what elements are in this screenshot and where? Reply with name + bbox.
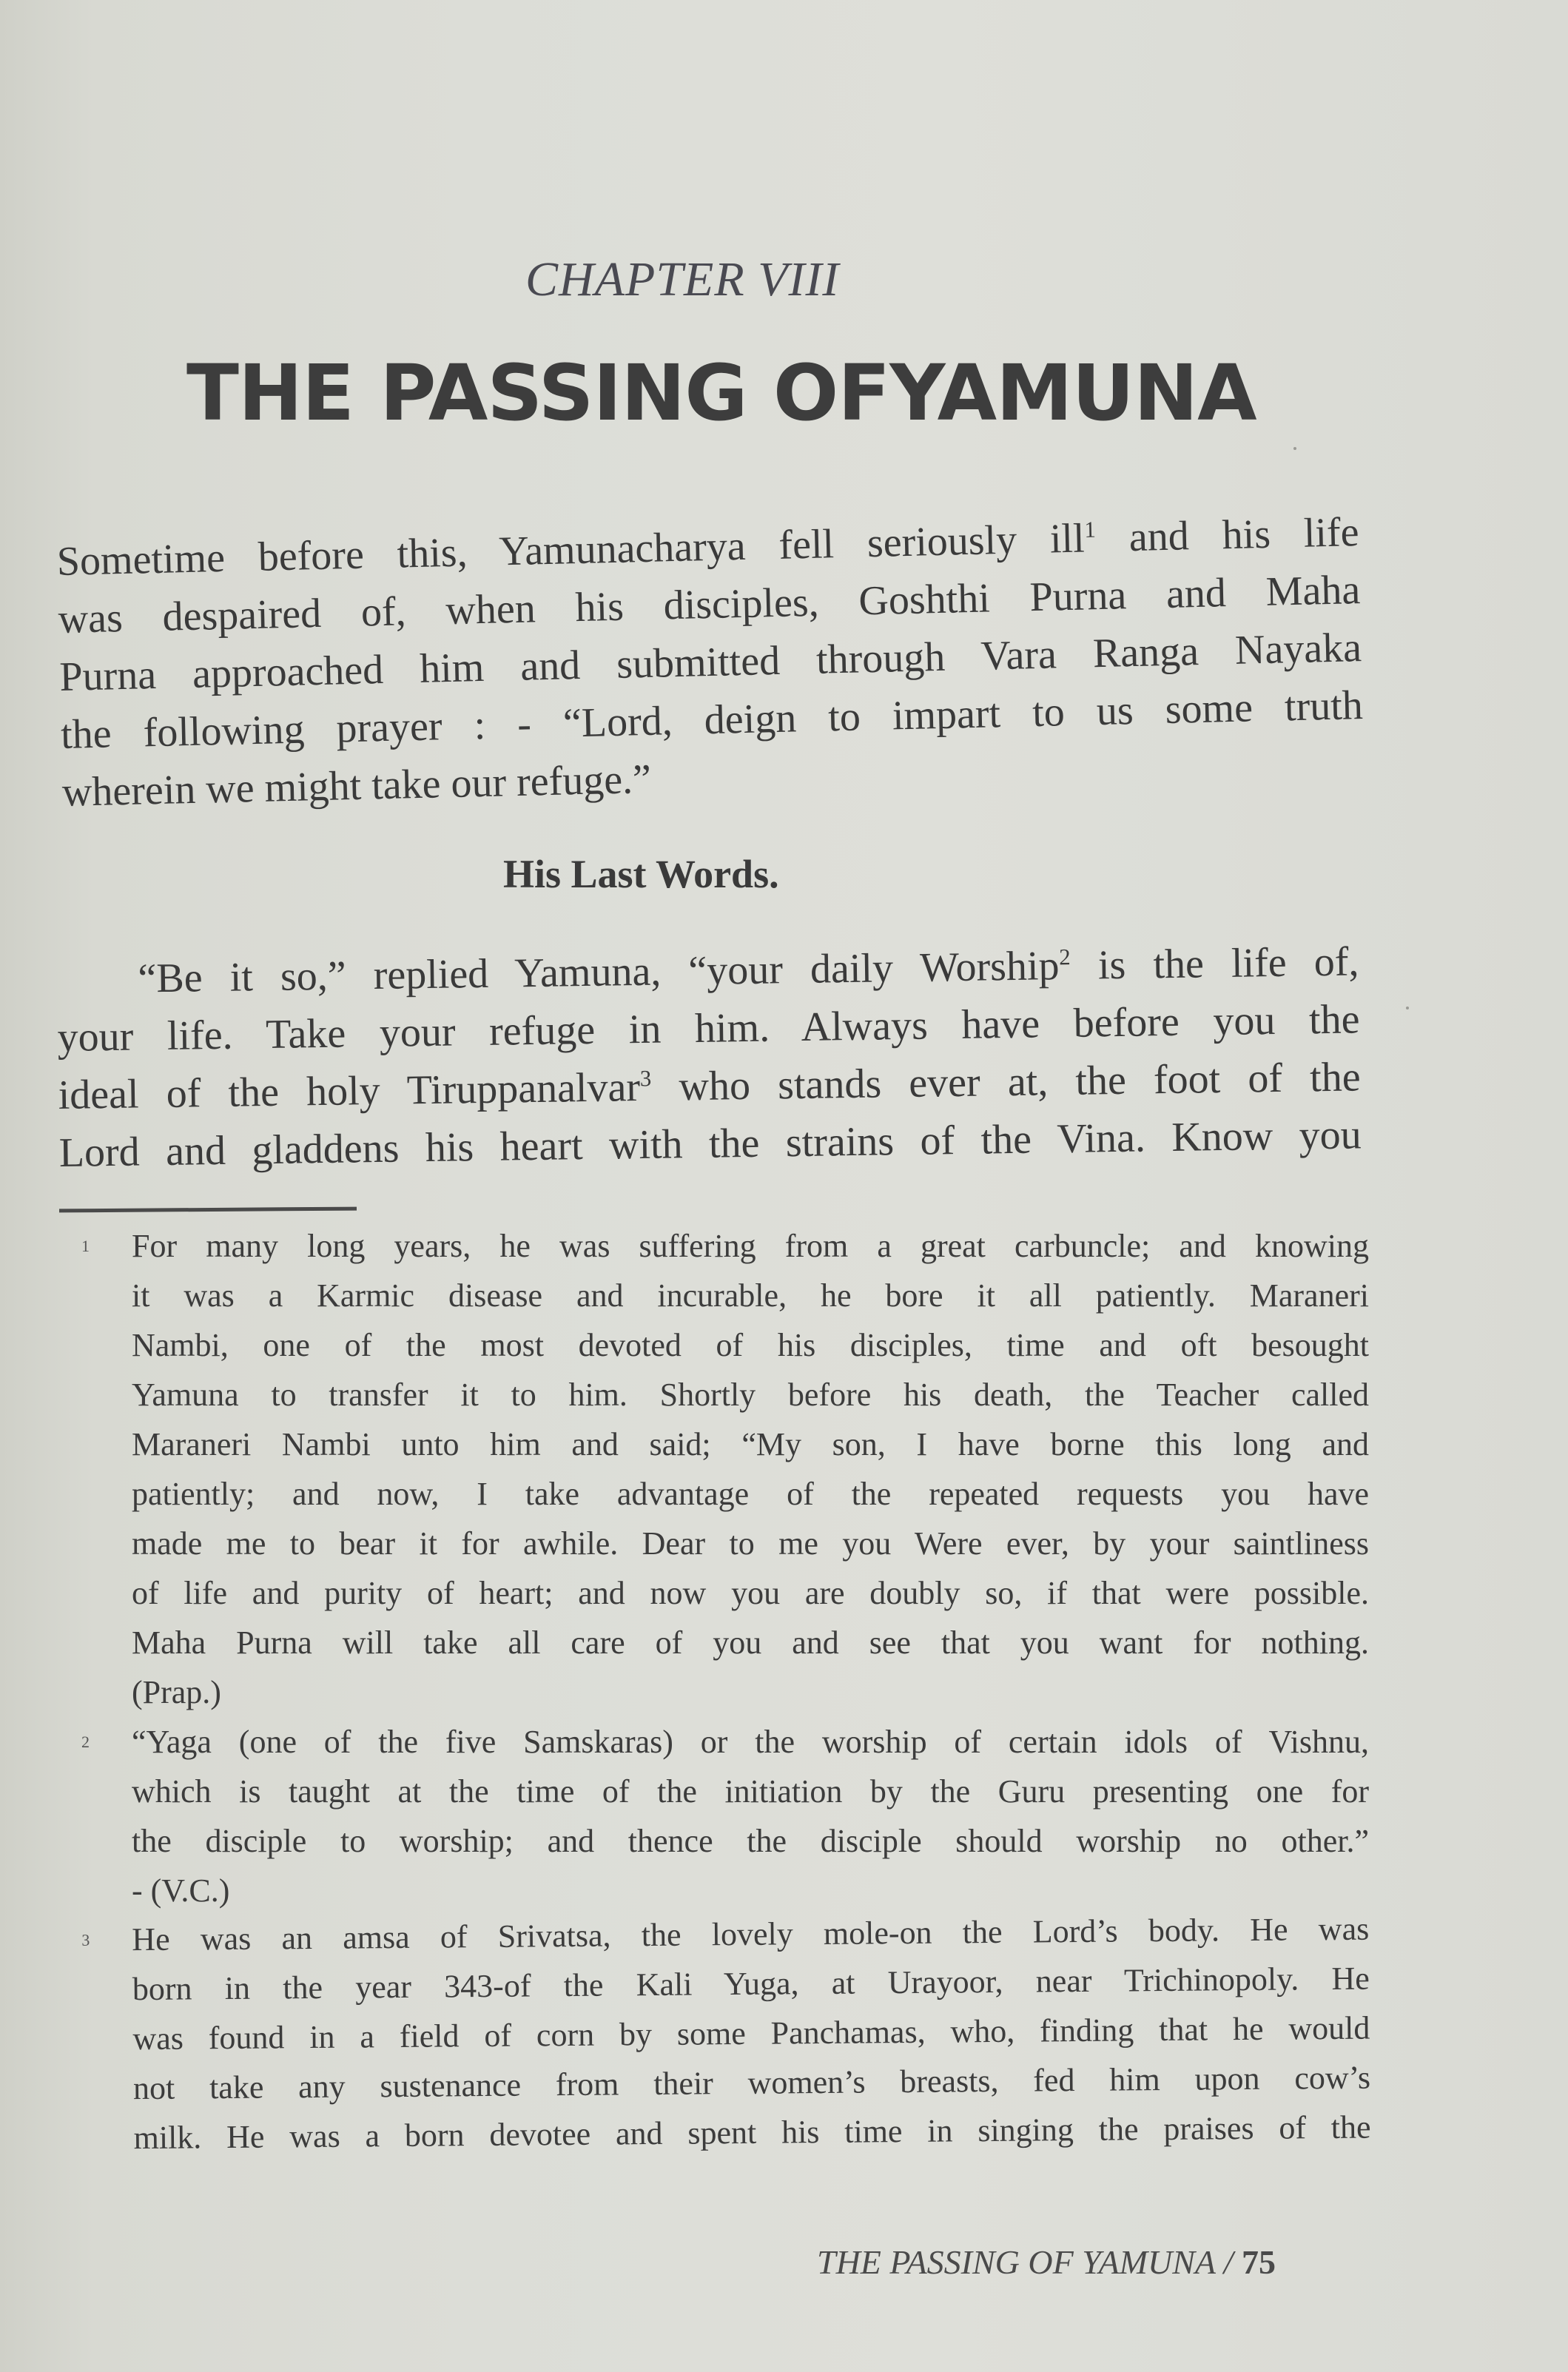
paragraph-last-words (56, 933, 1362, 1182)
page-number: 75 (1241, 2243, 1276, 2281)
paragraph-intro (56, 503, 1365, 822)
footnote-1 (59, 1221, 1369, 1717)
running-title: THE PASSING OF YAMUNA / (817, 2243, 1242, 2281)
footnote-number: 3 (81, 1930, 90, 1949)
footnotes (59, 1221, 1369, 2163)
footnote-line: was found in a field of corn by some Panchamas, who, finding that he would (132, 2009, 1370, 2057)
footnote-number: 2 (81, 1733, 90, 1751)
footnote-line: which is taught at the time of the initiation by the Guru presenting one for (132, 1773, 1369, 1810)
paragraph-line: Purna approached him and submitted through Vara Ranga Nayaka (58, 625, 1362, 700)
footnote-line: made me to bear it for awhile. Dear to me you Were ever, by your saintliness (132, 1525, 1369, 1562)
footnote-line: Maraneri Nambi unto him and said; “My son, I have borne this long and (132, 1426, 1369, 1462)
paragraph-line: your life. Take your refuge in him. Always have before you the (57, 996, 1360, 1061)
paragraph-line: ideal of the holy Tiruppanalvar$^3$ who stands ever at, the foot of the (58, 1054, 1361, 1118)
footnote-line: For many long years, he was suffering from a great carbuncle; and knowing (132, 1228, 1369, 1264)
footnote-line: Maha Purna will take all care of you and see that you want for nothing. (132, 1625, 1369, 1661)
footnote-line: it was a Karmic disease and incurable, he bore it all patiently. Maraneri (132, 1277, 1369, 1314)
footnote-ref-1[interactable]: 1 (1083, 517, 1097, 542)
footnote-line: not take any sustenance from their women’s breasts, fed him upon cow’s (132, 2059, 1371, 2107)
footnote-line: milk. He was a born devotee and spent his time in singing the praises of the (133, 2109, 1371, 2157)
footnote-line: the disciple to worship; and thence the disciple should worship no other.” (132, 1823, 1369, 1859)
footnote-line: - (V.C.) (132, 1872, 230, 1909)
footnote-number: 1 (81, 1237, 90, 1255)
paragraph-line: was despaired of, when his disciples, Goshthi Purna and Maha (57, 567, 1361, 642)
footnote-divider (59, 1207, 357, 1213)
chapter-label: CHAPTER VIII (525, 252, 840, 306)
footnote-line: “Yaga (one of the five Samskaras) or the worship of certain idols of Vishnu, (132, 1724, 1369, 1760)
footnote-3 (59, 1904, 1371, 2163)
footnote-line: (Prap.) (132, 1674, 221, 1710)
paragraph-line: Lord and gladdens his heart with the strains of the Vina. Know you (58, 1112, 1362, 1176)
footnote-line: He was an amsa of Srivatsa, the lovely mole-on the Lord’s body. He was (132, 1910, 1370, 1958)
paragraph-line: Sometime before this, Yamunacharya fell seriously ill$^1$ and his life (56, 509, 1360, 585)
footnote-line: of life and purity of heart; and now you are doubly so, if that were possible. (132, 1575, 1369, 1611)
paper-speck (1406, 1007, 1409, 1009)
paper-speck (1293, 447, 1296, 450)
paragraph-line: “Be it so,” replied Yamuna, “your daily Worship$^2$ is the life of, (138, 938, 1359, 1002)
footnote-ref-2[interactable]: 2 (1059, 944, 1071, 970)
paragraph-line: wherein we might take our refuge.” (61, 756, 652, 816)
footnote-ref-3[interactable]: 3 (639, 1066, 652, 1092)
section-subheading: His Last Words. (503, 852, 779, 896)
paragraph-line: the following prayer : - “Lord, deign to impart to us some truth (60, 682, 1364, 758)
chapter-title: THE PASSING OFYAMUNA (186, 348, 1256, 438)
footnote-line: Nambi, one of the most devoted of his disciples, time and oft besought (132, 1327, 1369, 1363)
footnote-2 (59, 1717, 1369, 1915)
footnote-line: patiently; and now, I take advantage of the repeated requests you have (132, 1476, 1369, 1512)
running-footer (817, 2242, 1276, 2282)
footnote-line: born in the year 343-of the Kali Yuga, at Urayoor, near Trichinopoly. He (132, 1960, 1370, 2008)
footnote-line: Yamuna to transfer it to him. Shortly before his death, the Teacher called (132, 1377, 1369, 1413)
